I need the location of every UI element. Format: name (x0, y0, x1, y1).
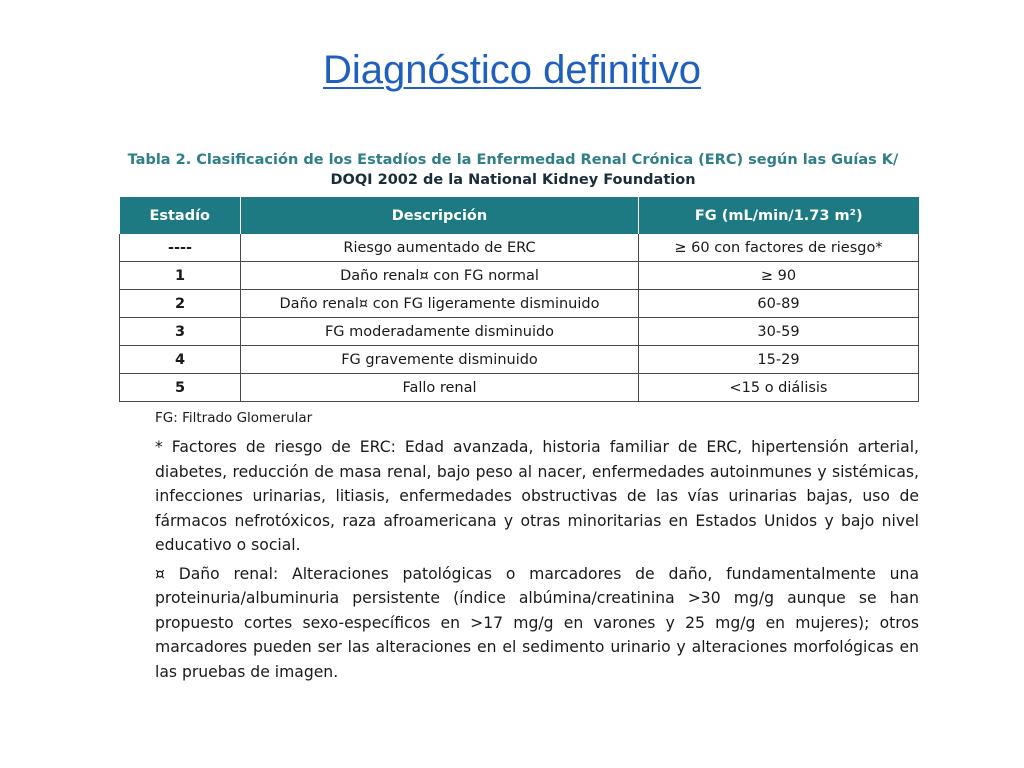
cell-description: Daño renal¤ con FG ligeramente disminuido (241, 290, 639, 318)
footnote-abbreviation: FG: Filtrado Glomerular (155, 410, 313, 426)
cell-description: Daño renal¤ con FG normal (241, 262, 639, 290)
cell-gfr: <15 o diálisis (639, 374, 919, 402)
cell-stage: 4 (120, 346, 241, 374)
cell-gfr: ≥ 60 con factores de riesgo* (639, 234, 919, 262)
footnote-renal-damage: ¤ Daño renal: Alteraciones patológicas o marcadores de daño, fundamentalmente una proteinuria/albuminuria persistente (índice albúmina/creatinina >30 mg/g aunque se han propuesto cortes sexo-específicos en >17 mg/g en varones y 25 mg/g en mujeres); otros marcadores pueden ser las alteraciones en el sedimento urinario y alteraciones morfológicas en las pruebas de imagen. (155, 564, 919, 681)
header-description: Descripción (241, 197, 639, 234)
footnotes (155, 435, 919, 688)
cell-gfr: 30-59 (639, 318, 919, 346)
cell-description: FG gravemente disminuido (241, 346, 639, 374)
table-row (120, 374, 919, 402)
table-caption-line-1: Tabla 2. Clasificación de los Estadíos de la Enfermedad Renal Crónica (ERC) según las Guías K/ (127, 152, 899, 168)
table-caption-line-2: DOQI 2002 de la National Kidney Foundation (330, 172, 696, 188)
table-header-row (120, 197, 919, 234)
cell-stage: 1 (120, 262, 241, 290)
slide-title: Diagnóstico definitivo (323, 48, 701, 92)
cell-description: Riesgo aumentado de ERC (241, 234, 639, 262)
cell-gfr: 60-89 (639, 290, 919, 318)
table-row (120, 346, 919, 374)
table-row (120, 290, 919, 318)
table-caption (108, 150, 918, 190)
table-row (120, 262, 919, 290)
header-stage: Estadío (120, 197, 241, 234)
cell-stage: ---- (120, 234, 241, 262)
cell-description: FG moderadamente disminuido (241, 318, 639, 346)
header-gfr: FG (mL/min/1.73 m²) (639, 197, 919, 234)
erc-stages-table (119, 197, 919, 402)
cell-stage: 2 (120, 290, 241, 318)
cell-gfr: ≥ 90 (639, 262, 919, 290)
cell-gfr: 15-29 (639, 346, 919, 374)
cell-stage: 3 (120, 318, 241, 346)
cell-description: Fallo renal (241, 374, 639, 402)
footnote-risk-factors: * Factores de riesgo de ERC: Edad avanzada, historia familiar de ERC, hipertensión arterial, diabetes, reducción de masa renal, bajo peso al nacer, enfermedades autoinmunes y sistémicas, infecciones urinarias, litiasis, enfermedades obstructivas de las vías urinarias bajas, uso de fármacos nefrotóxicos, raza afroamericana y otras minoritarias en Estados Unidos y bajo nivel educativo o social. (155, 438, 919, 554)
cell-stage: 5 (120, 374, 241, 402)
table-row (120, 318, 919, 346)
table-row (120, 234, 919, 262)
